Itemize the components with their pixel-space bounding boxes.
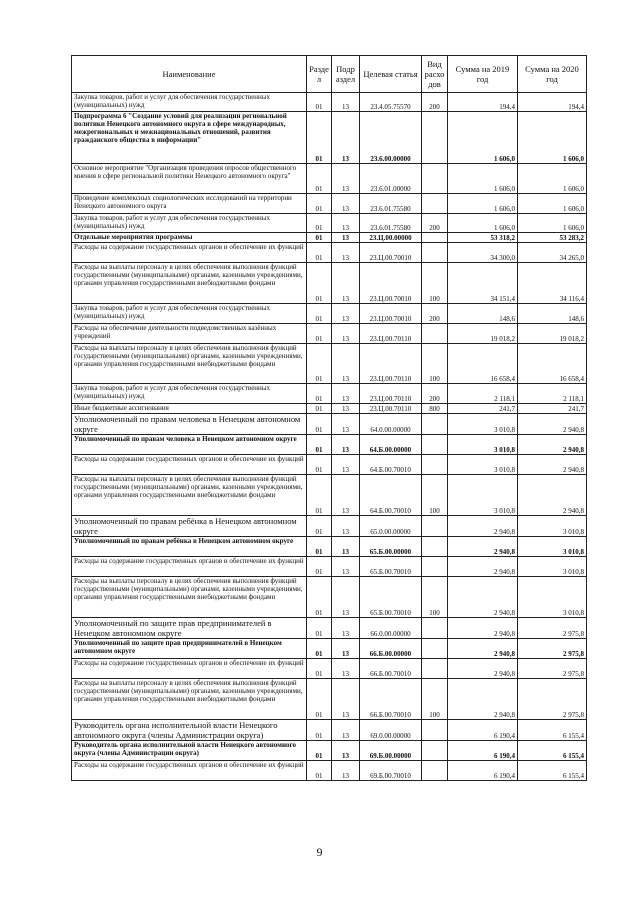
row-target: 65.Б.00.70010 <box>360 577 422 618</box>
row-sum-2019: 3 010,8 <box>448 475 518 516</box>
row-subsection: 13 <box>332 537 360 557</box>
row-name: Проведение комплексных социологических исследований на территории Ненецкого автономного округа <box>72 194 307 214</box>
row-kind <box>422 455 448 475</box>
row-name: Закупка товаров, работ и услуг для обеспечения государственных (муниципальных) нужд <box>72 304 307 324</box>
row-name: Уполномоченный по правам человека в Ненецком автономном округе <box>72 414 307 435</box>
row-kind: 200 <box>422 304 448 324</box>
row-sum-2020: 2 975,8 <box>518 679 587 720</box>
table-row <box>72 164 587 194</box>
row-sum-2019: 2 940,8 <box>448 516 518 537</box>
row-target: 23.Ц.00.00000 <box>360 233 422 243</box>
row-kind <box>422 435 448 455</box>
row-kind <box>422 618 448 639</box>
row-target: 23.6.00.00000 <box>360 112 422 164</box>
row-kind: 200 <box>422 214 448 233</box>
row-section: 01 <box>307 720 332 741</box>
row-subsection: 13 <box>332 639 360 659</box>
row-kind: 200 <box>422 93 448 112</box>
row-sum-2020: 6 155,4 <box>518 761 587 781</box>
row-target: 23.Ц.00.70010 <box>360 304 422 324</box>
row-target: 23.Ц.00.70110 <box>360 404 422 414</box>
row-sum-2019: 2 940,8 <box>448 659 518 679</box>
row-sum-2020: 34 265,0 <box>518 243 587 263</box>
row-target: 64.0.00.00000 <box>360 414 422 435</box>
row-name: Расходы на выплаты персоналу в целях обеспечения выполнения функций государственными (муниципальными) органами, казенными учреждениями, органами управления государственными внебюджетными фондами <box>72 475 307 516</box>
row-sum-2019: 53 318,2 <box>448 233 518 243</box>
row-section: 01 <box>307 112 332 164</box>
row-section: 01 <box>307 404 332 414</box>
row-sum-2020: 16 658,4 <box>518 344 587 384</box>
row-section: 01 <box>307 516 332 537</box>
row-subsection: 13 <box>332 112 360 164</box>
row-section: 01 <box>307 194 332 214</box>
row-subsection: 13 <box>332 164 360 194</box>
row-section: 01 <box>307 639 332 659</box>
table-row <box>72 435 587 455</box>
table-row <box>72 243 587 263</box>
row-name: Расходы на выплаты персоналу в целях обеспечения выполнения функций государственными (муниципальными) органами, казенными учреждениями, органами управления государственными внебюджетными фондами <box>72 344 307 384</box>
row-kind: 100 <box>422 263 448 304</box>
row-subsection: 13 <box>332 263 360 304</box>
row-sum-2020: 6 155,4 <box>518 741 587 761</box>
row-sum-2020: 19 018,2 <box>518 324 587 344</box>
header-section: Разде л <box>307 56 332 93</box>
row-sum-2020: 241,7 <box>518 404 587 414</box>
row-kind <box>422 761 448 781</box>
row-sum-2020: 6 155,4 <box>518 720 587 741</box>
row-section: 01 <box>307 214 332 233</box>
row-subsection: 13 <box>332 194 360 214</box>
row-subsection: 13 <box>332 618 360 639</box>
row-subsection: 13 <box>332 455 360 475</box>
row-kind: 100 <box>422 679 448 720</box>
row-name: Уполномоченный по защите прав предпринимателей в Ненецком автономном округе <box>72 618 307 639</box>
table-row <box>72 263 587 304</box>
row-sum-2020: 53 283,2 <box>518 233 587 243</box>
row-sum-2020: 1 606,0 <box>518 112 587 164</box>
row-section: 01 <box>307 233 332 243</box>
header-sum-2019: Сумма на 2019 год <box>448 56 518 93</box>
row-subsection: 13 <box>332 214 360 233</box>
row-subsection: 13 <box>332 761 360 781</box>
row-kind <box>422 720 448 741</box>
row-kind <box>422 741 448 761</box>
table-row <box>72 304 587 324</box>
row-sum-2020: 1 606,0 <box>518 214 587 233</box>
row-name: Основное мероприятие "Организация проведения опросов общественного мнения в сфере региональной политики Ненецкого автономного округа" <box>72 164 307 194</box>
row-name: Уполномоченный по правам ребёнка в Ненецком автономном округе <box>72 537 307 557</box>
row-sum-2019: 1 606,0 <box>448 112 518 164</box>
row-sum-2019: 241,7 <box>448 404 518 414</box>
row-sum-2019: 2 940,8 <box>448 618 518 639</box>
row-kind <box>422 537 448 557</box>
row-subsection: 13 <box>332 344 360 384</box>
row-subsection: 13 <box>332 324 360 344</box>
row-sum-2019: 16 658,4 <box>448 344 518 384</box>
row-target: 23.Ц.00.70110 <box>360 384 422 404</box>
row-target: 69.Б.00.70010 <box>360 761 422 781</box>
row-sum-2020: 2 118,1 <box>518 384 587 404</box>
table-row <box>72 537 587 557</box>
header-kind: Вид расхо дов <box>422 56 448 93</box>
row-sum-2019: 2 940,8 <box>448 537 518 557</box>
row-sum-2019: 1 606,0 <box>448 164 518 194</box>
table-row <box>72 577 587 618</box>
row-target: 23.Ц.00.70110 <box>360 344 422 384</box>
table-row <box>72 639 587 659</box>
row-subsection: 13 <box>332 659 360 679</box>
row-section: 01 <box>307 435 332 455</box>
table-row <box>72 455 587 475</box>
row-sum-2019: 19 018,2 <box>448 324 518 344</box>
header-sum-2020: Сумма на 2020 год <box>518 56 587 93</box>
row-name: Уполномоченный по правам ребёнка в Ненецком автономном округе <box>72 516 307 537</box>
row-kind <box>422 324 448 344</box>
row-kind <box>422 164 448 194</box>
table-row <box>72 214 587 233</box>
row-sum-2020: 194,4 <box>518 93 587 112</box>
row-section: 01 <box>307 761 332 781</box>
row-name: Уполномоченный по защите прав предпринимателей в Ненецком автономном округе <box>72 639 307 659</box>
table-row <box>72 516 587 537</box>
row-section: 01 <box>307 537 332 557</box>
row-section: 01 <box>307 577 332 618</box>
row-target: 69.0.00.00000 <box>360 720 422 741</box>
row-sum-2019: 2 940,8 <box>448 639 518 659</box>
row-sum-2020: 3 010,8 <box>518 537 587 557</box>
row-target: 66.Б.00.00000 <box>360 639 422 659</box>
row-sum-2020: 2 940,8 <box>518 455 587 475</box>
budget-table-container <box>71 55 586 781</box>
row-subsection: 13 <box>332 435 360 455</box>
row-sum-2019: 6 190,4 <box>448 761 518 781</box>
row-name: Руководитель органа исполнительной власти Ненецкого автономного округа (члены Администрации округа) <box>72 741 307 761</box>
row-kind <box>422 557 448 577</box>
row-subsection: 13 <box>332 679 360 720</box>
row-name: Расходы на содержание государственных органов и обеспечение их функций <box>72 557 307 577</box>
row-name: Отдельные мероприятия программы <box>72 233 307 243</box>
row-subsection: 13 <box>332 741 360 761</box>
row-section: 01 <box>307 164 332 194</box>
row-target: 23.6.01.75580 <box>360 194 422 214</box>
row-subsection: 13 <box>332 243 360 263</box>
row-section: 01 <box>307 324 332 344</box>
row-target: 23.Ц.00.70010 <box>360 263 422 304</box>
row-sum-2019: 2 940,8 <box>448 679 518 720</box>
row-sum-2020: 2 940,8 <box>518 414 587 435</box>
row-name: Расходы на выплаты персоналу в целях обеспечения выполнения функций государственными (муниципальными) органами, казенными учреждениями, органами управления государственными внебюджетными фондами <box>72 679 307 720</box>
row-subsection: 13 <box>332 720 360 741</box>
row-name: Уполномоченный по правам человека в Ненецком автономном округе <box>72 435 307 455</box>
header-row <box>72 56 587 93</box>
row-section: 01 <box>307 263 332 304</box>
table-row <box>72 720 587 741</box>
row-sum-2020: 148,6 <box>518 304 587 324</box>
table-row <box>72 233 587 243</box>
table-row <box>72 344 587 384</box>
row-sum-2019: 2 940,8 <box>448 557 518 577</box>
table-row <box>72 557 587 577</box>
row-kind <box>422 194 448 214</box>
row-sum-2019: 1 606,0 <box>448 194 518 214</box>
row-subsection: 13 <box>332 93 360 112</box>
row-sum-2020: 3 010,8 <box>518 557 587 577</box>
row-kind: 100 <box>422 344 448 384</box>
row-subsection: 13 <box>332 475 360 516</box>
row-section: 01 <box>307 344 332 384</box>
row-target: 23.6.01.75580 <box>360 214 422 233</box>
row-section: 01 <box>307 679 332 720</box>
row-section: 01 <box>307 384 332 404</box>
row-sum-2020: 3 010,8 <box>518 577 587 618</box>
row-sum-2020: 2 975,8 <box>518 618 587 639</box>
row-sum-2020: 2 940,8 <box>518 475 587 516</box>
row-target: 64.Б.00.00000 <box>360 435 422 455</box>
row-target: 64.Б.00.70010 <box>360 455 422 475</box>
row-sum-2019: 6 190,4 <box>448 720 518 741</box>
row-name: Расходы на выплаты персоналу в целях обеспечения выполнения функций государственными (муниципальными) органами, казенными учреждениями, органами управления государственными внебюджетными фондами <box>72 263 307 304</box>
row-sum-2020: 34 116,4 <box>518 263 587 304</box>
row-kind <box>422 414 448 435</box>
row-subsection: 13 <box>332 304 360 324</box>
row-sum-2019: 3 010,8 <box>448 414 518 435</box>
row-sum-2019: 6 190,4 <box>448 741 518 761</box>
row-target: 23.6.01.00000 <box>360 164 422 194</box>
table-row <box>72 384 587 404</box>
row-subsection: 13 <box>332 233 360 243</box>
header-subsection: Подр аздел <box>332 56 360 93</box>
row-sum-2020: 1 606,0 <box>518 194 587 214</box>
row-name: Закупка товаров, работ и услуг для обеспечения государственных (муниципальных) нужд <box>72 93 307 112</box>
row-section: 01 <box>307 93 332 112</box>
row-name: Расходы на обеспечение деятельности подведомственных казённых учреждений <box>72 324 307 344</box>
row-target: 66.0.00.00000 <box>360 618 422 639</box>
row-sum-2019: 148,6 <box>448 304 518 324</box>
row-sum-2019: 1 606,0 <box>448 214 518 233</box>
table-row <box>72 93 587 112</box>
row-kind <box>422 659 448 679</box>
row-section: 01 <box>307 475 332 516</box>
row-section: 01 <box>307 243 332 263</box>
table-row <box>72 404 587 414</box>
row-kind <box>422 516 448 537</box>
page-number: 9 <box>316 845 323 859</box>
row-kind <box>422 233 448 243</box>
row-sum-2020: 2 940,8 <box>518 435 587 455</box>
row-sum-2019: 34 151,4 <box>448 263 518 304</box>
row-subsection: 13 <box>332 414 360 435</box>
table-row <box>72 475 587 516</box>
row-sum-2020: 1 606,0 <box>518 164 587 194</box>
row-sum-2019: 3 010,8 <box>448 435 518 455</box>
row-sum-2019: 194,4 <box>448 93 518 112</box>
row-subsection: 13 <box>332 577 360 618</box>
row-kind <box>422 243 448 263</box>
row-target: 66.Б.00.70010 <box>360 659 422 679</box>
row-name: Расходы на содержание государственных органов и обеспечение их функций <box>72 659 307 679</box>
row-section: 01 <box>307 455 332 475</box>
row-target: 65.0.00.00000 <box>360 516 422 537</box>
row-target: 65.Б.00.70010 <box>360 557 422 577</box>
row-name: Руководитель органа исполнительной власти Ненецкого автономного округа (члены Администрации округа) <box>72 720 307 741</box>
row-sum-2019: 2 118,1 <box>448 384 518 404</box>
table-body <box>72 93 587 781</box>
table-header <box>72 56 587 93</box>
table-row <box>72 112 587 164</box>
row-target: 66.Б.00.70010 <box>360 679 422 720</box>
row-name: Закупка товаров, работ и услуг для обеспечения государственных (муниципальных) нужд <box>72 384 307 404</box>
row-target: 23.Ц.00.70110 <box>360 324 422 344</box>
row-sum-2019: 34 300,0 <box>448 243 518 263</box>
table-row <box>72 659 587 679</box>
row-section: 01 <box>307 659 332 679</box>
header-target: Целевая статья <box>360 56 422 93</box>
row-section: 01 <box>307 618 332 639</box>
row-subsection: 13 <box>332 557 360 577</box>
table-row <box>72 741 587 761</box>
row-kind: 800 <box>422 404 448 414</box>
row-name: Иные бюджетные ассигнования <box>72 404 307 414</box>
row-target: 69.Б.00.00000 <box>360 741 422 761</box>
row-section: 01 <box>307 304 332 324</box>
row-name: Закупка товаров, работ и услуг для обеспечения государственных (муниципальных) нужд <box>72 214 307 233</box>
row-kind: 200 <box>422 384 448 404</box>
table-row <box>72 761 587 781</box>
row-kind <box>422 639 448 659</box>
budget-table <box>71 55 587 781</box>
row-subsection: 13 <box>332 404 360 414</box>
row-name: Подпрограмма 6 "Создание условий для реализации региональной политики Ненецкого автономного округа в сфере международных, межрегиональных и межнациональных отношений, развития гражданского общества в информации" <box>72 112 307 164</box>
row-sum-2019: 2 940,8 <box>448 577 518 618</box>
row-target: 23.Ц.00.70010 <box>360 243 422 263</box>
row-target: 23.4.05.75570 <box>360 93 422 112</box>
row-name: Расходы на содержание государственных органов и обеспечение их функций <box>72 243 307 263</box>
table-row <box>72 679 587 720</box>
row-kind: 100 <box>422 475 448 516</box>
header-name: Наименование <box>72 56 307 93</box>
row-sum-2020: 2 975,8 <box>518 659 587 679</box>
row-sum-2020: 2 975,8 <box>518 639 587 659</box>
row-section: 01 <box>307 741 332 761</box>
row-name: Расходы на содержание государственных органов и обеспечение их функций <box>72 761 307 781</box>
table-row <box>72 414 587 435</box>
row-sum-2020: 3 010,8 <box>518 516 587 537</box>
row-name: Расходы на выплаты персоналу в целях обеспечения выполнения функций государственными (муниципальными) органами, казенными учреждениями, органами управления государственными внебюджетными фондами <box>72 577 307 618</box>
row-subsection: 13 <box>332 516 360 537</box>
row-target: 65.Б.00.00000 <box>360 537 422 557</box>
row-section: 01 <box>307 414 332 435</box>
table-row <box>72 324 587 344</box>
row-subsection: 13 <box>332 384 360 404</box>
row-sum-2019: 3 010,8 <box>448 455 518 475</box>
row-section: 01 <box>307 557 332 577</box>
row-kind: 100 <box>422 577 448 618</box>
row-kind <box>422 112 448 164</box>
table-row <box>72 194 587 214</box>
row-target: 64.Б.00.70010 <box>360 475 422 516</box>
row-name: Расходы на содержание государственных органов и обеспечение их функций <box>72 455 307 475</box>
table-row <box>72 618 587 639</box>
